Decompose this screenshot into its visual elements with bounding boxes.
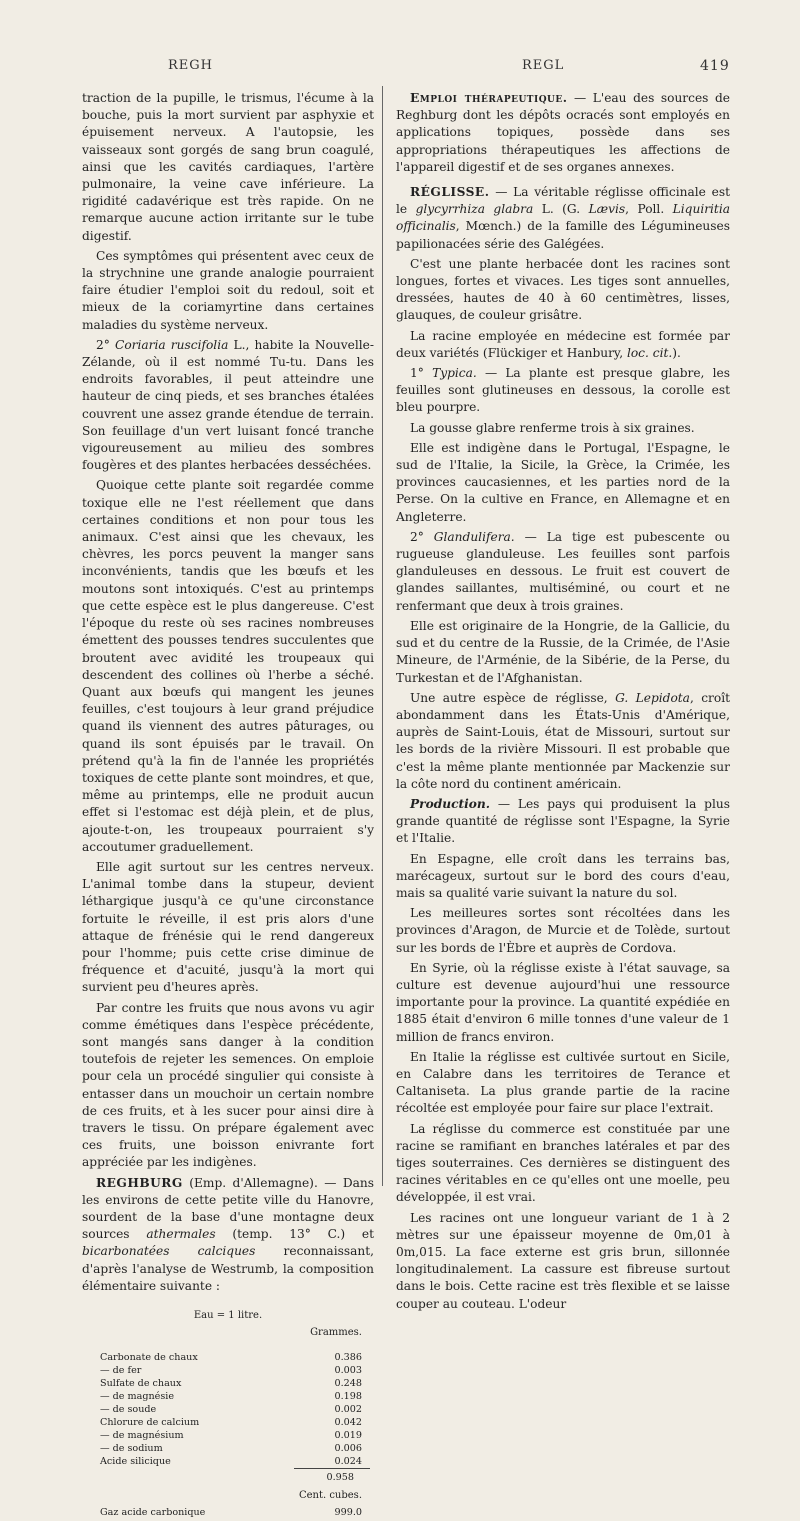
species-name: Lævis	[588, 202, 626, 217]
paragraph: En Italie la réglisse est cultivée surtout en Sicile, en Calabre dans les territoires de Terance et Caltaniseta. La plus grande partie de la racine récoltée est employée pour faire sur place l'extrait.	[396, 1049, 730, 1116]
species-name: Coriaria ruscifolia	[115, 337, 229, 352]
paragraph	[396, 328, 730, 362]
paragraph: traction de la pupille, le trismus, l'écume à la bouche, puis la mort survient par asphyxie et épuisement nerveux. A l'autopsie, les vaisseaux sont gorgés de sang brun coagulé, ainsi que les cavités cardiaques, l'artère pulmonaire, la veine cave inférieure. La rigidité cadavérique est très rapide. On ne remarque aucune action irritante sur le tube digestif.	[82, 91, 374, 243]
paragraph: Ces symptômes qui présentent avec ceux de la strychnine une grande analogie pourraient faire étudier l'emploi soit du redoul, soit et mieux de la coriamyrtine dans certaines maladies du système nerveux.	[82, 248, 374, 332]
row-value: 0.019	[334, 1430, 362, 1442]
paragraph: Elle est indigène dans le Portugal, l'Espagne, le sud de l'Italie, la Sicile, la Grèce, la Crimée, les provinces caucasiennes, et les parties nord de la Perse. On la cultive en France, en Allemagne et en Angleterre.	[396, 440, 730, 524]
paragraph-text: , Mœnch.) de la famille des Légumineuses papilionacées série des Galégées.	[396, 219, 730, 251]
species-name: G. Lepidota	[615, 690, 690, 705]
table-row	[100, 1416, 362, 1429]
paragraph: Les racines ont une longueur variant de 1 à 2 mètres sur une épaisseur moyenne de 0m,01 à 0m,015. La face externe est gris brun, sillonnée longitudinalement. La cassure est fibreuse surtout dans le bois. Cette racine est très flexible et se laisse couper au couteau. L'odeur	[396, 1210, 730, 1311]
paragraph-text: L. (G.	[533, 202, 589, 217]
citation: loc. cit.	[626, 345, 673, 360]
row-value: 0.198	[334, 1391, 362, 1403]
right-column	[396, 90, 730, 1316]
table-row	[100, 1351, 362, 1364]
italic-term: bicarbonatées calciques	[82, 1244, 256, 1259]
paragraph-text: , croît abondamment dans les États-Unis d'Amérique, auprès de Saint-Louis, état de Missouri, surtout sur les bords de la rivière Missouri. Il est probable que c'est la même plante mentionnée par Mackenzie sur la côte nord du continent américain.	[396, 690, 730, 791]
row-value: 0.024	[334, 1456, 362, 1468]
table-row	[100, 1442, 362, 1455]
item-number: 2°	[410, 529, 424, 544]
section-heading: Emploi thérapeutique.	[410, 91, 568, 105]
entry-reglisse	[396, 184, 730, 253]
paragraph-text: , Poll.	[625, 202, 673, 217]
row-label: — de soude	[100, 1404, 157, 1416]
row-label: — de fer	[100, 1365, 142, 1377]
entry-reghburg	[82, 1175, 374, 1295]
paragraph-text: — L'eau des sources de Reghburg dont les dépôts ocracés sont employés en applications topiques, possède dans ses appropriations thérapeutiques les affections de l'appareil digestif et de ses organes annexes.	[396, 91, 730, 174]
paragraph-text: — La véritable réglisse officinale est le	[396, 185, 730, 217]
row-label: Carbonate de chaux	[100, 1352, 198, 1364]
species-name: glycyrrhiza glabra	[415, 202, 534, 217]
variety-name: Typica.	[432, 366, 477, 381]
paragraph-text: — La tige est pubescente ou rugueuse glanduleuse. Les feuilles sont parfois glanduleuses en dessous. Le fruit est couvert de glandes saillantes, multiséminé, ou court et ne renfermant que deux à trois graines.	[396, 529, 730, 613]
species-name: Liquiritia officinalis	[396, 202, 730, 234]
paragraph-text: L., habite la Nouvelle-Zélande, où il est nommé Tu-tu. Dans les endroits favorables, il peut atteindre une hauteur de cinq pieds, et ses branches étalées couvrent une assez grande étendue de terrain. Son feuillage d'un vert luisant foncé tranche vigoureusement au milieu des sombres fougères et des plantes herbacées desséchées.	[82, 337, 374, 473]
gas-label: Gaz acide carbonique	[100, 1506, 206, 1518]
row-label: — de magnésie	[100, 1391, 174, 1403]
variety-name: Glandulifera.	[433, 529, 515, 544]
table-row	[100, 1364, 362, 1377]
item-number: 1°	[410, 366, 424, 381]
table-unit-2: Cent. cubes.	[298, 1489, 362, 1501]
section-heading: Production.	[410, 796, 491, 811]
table-total: 0.958	[294, 1468, 370, 1486]
paragraph	[396, 90, 730, 176]
entry-heading: RÉGLISSE.	[410, 185, 490, 200]
gas-value: 999.0	[334, 1506, 362, 1518]
gas-row	[100, 1504, 362, 1521]
row-label: — de sodium	[100, 1443, 163, 1455]
table-row	[100, 1403, 362, 1416]
composition-table	[100, 1351, 362, 1468]
row-value: 0.006	[334, 1443, 362, 1455]
paragraph: Elle agit surtout sur les centres nerveux. L'animal tombe dans la stupeur, devient léthargique jusqu'à ce qu'une circonstance fortuite le réveille, il est pris alors d'une attaque de frénésie qui le rend dangereux pour l'homme; puis cette crise diminue de fréquence et d'acuité, jusqu'à la mort qui survient peu d'heures après.	[82, 859, 374, 995]
entry-heading: REGHBURG	[96, 1175, 183, 1190]
running-header-right: REGL	[522, 58, 565, 73]
italic-term: athermales	[146, 1227, 216, 1242]
table-row	[100, 1377, 362, 1390]
paragraph-text: La racine employée en médecine est formée par deux variétés (Flückiger et Hanbury,	[396, 328, 730, 360]
table-caption: Eau = 1 litre.	[193, 1310, 263, 1322]
paragraph: La gousse glabre renferme trois à six graines.	[410, 420, 695, 435]
table-row	[100, 1455, 362, 1468]
row-label: Chlorure de calcium	[100, 1417, 200, 1429]
column-divider	[382, 86, 383, 1186]
paragraph: Elle est originaire de la Hongrie, de la Gallicie, du sud et du centre de la Russie, de la Crimée, de l'Asie Mineure, de l'Arménie, de la Sibérie, de la Perse, du Turkestan et de l'Afghanistan.	[396, 618, 730, 685]
row-label: — de magnésium	[100, 1430, 184, 1442]
paragraph: La réglisse du commerce est constituée par une racine se ramifiant en branches latérales et par des tiges souterraines. Ces dernières se distinguent des racines véritables en ce qu'elles ont une moelle, peu développée, il est vrai.	[396, 1121, 730, 1205]
paragraph-text: (Emp. d'Allemagne). — Dans les environs de cette petite ville du Hanovre, sourdent de la base d'une montagne deux sources	[82, 1175, 374, 1242]
row-value: 0.003	[334, 1365, 362, 1377]
paragraph: En Syrie, où la réglisse existe à l'état sauvage, sa culture est devenue aujourd'hui une ressource importante pour la province. La quantité expédiée en 1885 était d'environ 6 mille tonnes d'une valeur de 1 million de francs environ.	[396, 960, 730, 1044]
paragraph-text: (temp. 13° C.) et	[215, 1227, 375, 1242]
row-label: Sulfate de chaux	[100, 1378, 182, 1390]
table-row	[100, 1390, 362, 1403]
running-header-left: REGH	[168, 58, 213, 73]
paragraph	[396, 690, 730, 793]
paragraph	[396, 796, 730, 848]
paragraph-text: — Les pays qui produisent la plus grande quantité de réglisse sont l'Espagne, la Syrie et l'Italie.	[396, 796, 730, 846]
row-value: 0.248	[334, 1378, 362, 1390]
paragraph: En Espagne, elle croît dans les terrains bas, marécageux, surtout sur le bord des cours d'eau, mais sa qualité varie suivant la nature du sol.	[396, 851, 730, 900]
paragraph-text: reconnaissant, d'après l'analyse de Westrumb, la composition élémentaire suivante :	[82, 1244, 374, 1293]
paragraph-text: ).	[672, 345, 681, 360]
paragraph-text: — La plante est presque glabre, les feuilles sont glutineuses en dessous, la corolle est bleu pourpre.	[396, 366, 730, 415]
paragraph: C'est une plante herbacée dont les racines sont longues, fortes et vivaces. Les tiges sont annuelles, dressées, hautes de 40 à 60 centimètres, lisses, glauques, de couleur grisâtre.	[396, 256, 730, 323]
paragraph: Quoique cette plante soit regardée comme toxique elle ne l'est réellement que dans certaines conditions et non pour tous les animaux. C'est ainsi que les chevaux, les chèvres, les porcs peuvent la manger sans inconvénients, tandis que les bœufs et les moutons sont intoxiqués. C'est au printemps que cette espèce est le plus dangereuse. C'est l'époque du reste où ses racines nombreuses émettent des pousses tendres succulentes que broutent avec avidité les troupeaux qui descendent des collines où l'herbe a séché. Quant aux bœufs qui mangent les jeunes feuilles, c'est toujours à leur grand préjudice quand ils viennent des autres pâturages, ou quand ils sont épuisés par le travail. On prétend qu'à la fin de l'année les propriétés toxiques de cette plante sont moindres, et que, même au printemps, elle ne produit aucun effet si l'estomac est déjà plein, et de plus, ajoute-t-on, les troupeaux pourraient s'y accoutumer graduellement.	[82, 478, 374, 854]
paragraph: Les meilleures sortes sont récoltées dans les provinces d'Aragon, de Murcie et de Tolède, surtout sur les bords de l'Èbre et auprès de Cordova.	[396, 906, 730, 955]
paragraph-text: Une autre espèce de réglisse,	[410, 690, 616, 705]
left-column	[82, 90, 374, 1521]
row-value: 0.002	[334, 1404, 362, 1416]
table-row	[100, 1429, 362, 1442]
row-value: 0.386	[334, 1352, 362, 1364]
paragraph	[82, 337, 374, 475]
paragraph	[396, 365, 730, 417]
row-value: 0.042	[334, 1417, 362, 1429]
item-number: 2°	[96, 337, 110, 352]
page-number: 419	[700, 58, 730, 74]
row-label: Acide silicique	[100, 1456, 171, 1468]
paragraph	[396, 529, 730, 615]
table-unit: Grammes.	[310, 1327, 362, 1339]
paragraph: Par contre les fruits que nous avons vu agir comme émétiques dans l'espèce précédente, sont mangés sans danger à la condition toutefois de rejeter les semences. On emploie pour cela un procédé singulier qui consiste à entasser dans un mouchoir un certain nombre de ces fruits, et à les sucer pour ainsi dire à travers le tissu. On prépare également avec ces fruits, une boisson enivrante fort appréciée par les indigènes.	[82, 1000, 374, 1170]
